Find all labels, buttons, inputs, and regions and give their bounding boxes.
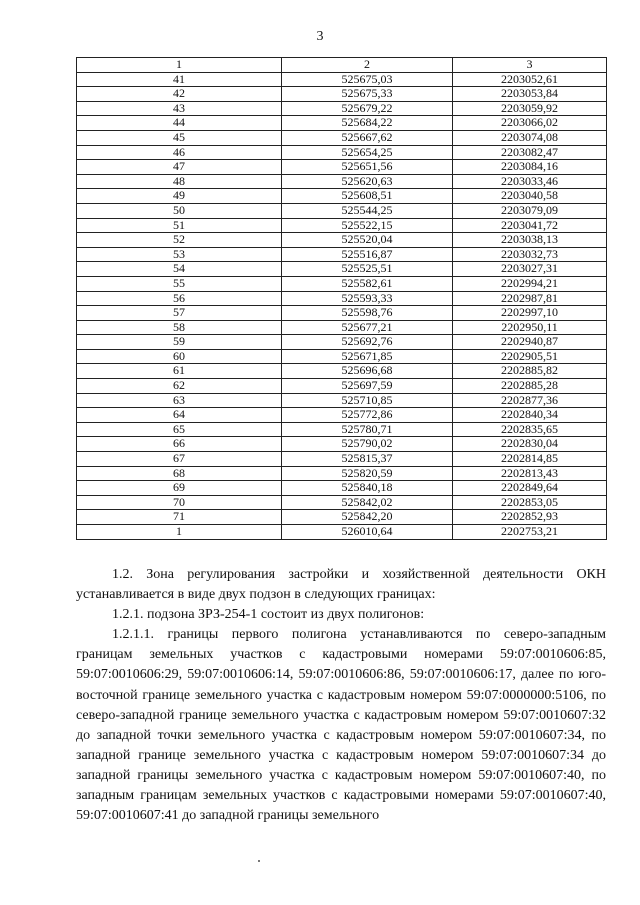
y-coordinate-cell: 2203079,09 xyxy=(453,203,607,218)
point-number-cell: 56 xyxy=(77,291,282,306)
y-coordinate-cell: 2203066,02 xyxy=(453,116,607,131)
point-number-cell: 44 xyxy=(77,116,282,131)
point-number-cell: 49 xyxy=(77,189,282,204)
y-coordinate-cell: 2202885,82 xyxy=(453,364,607,379)
y-coordinate-cell: 2203053,84 xyxy=(453,87,607,102)
x-coordinate-cell: 525790,02 xyxy=(282,437,453,452)
table-body xyxy=(77,72,607,539)
column-header-point: 1 xyxy=(77,58,282,73)
point-number-cell: 62 xyxy=(77,379,282,394)
table-header-row xyxy=(77,58,607,73)
y-coordinate-cell: 2203052,61 xyxy=(453,72,607,87)
point-number-cell: 70 xyxy=(77,495,282,510)
table-row xyxy=(77,72,607,87)
point-number-cell: 50 xyxy=(77,203,282,218)
paragraph-polygon-boundaries: 1.2.1.1. границы первого полигона устанавливаются по северо-западным границам земельных участков с кадастровыми номерами 59:07:0010606:85, 59:07:0010606:29, 59:07:0010606:14, 59:07:0010606:86, 59:07:0010606:17, далее по юго-восточной границе земельного участка с кадастровым номером 59:07:0000000:5106, по северо-западной границе земельного участка с кадастровым номером 59:07:0010607:32 до западной точки земельного участка с кадастровым номером 59:07:0010607:34, по западной границе земельного участка с кадастровым номером 59:07:0010607:34 до западной границы земельного участка с кадастровым номером 59:07:0010607:40, по западным границам земельных участков с кадастровыми номерами 59:07:0010607:40, 59:07:0010607:41 до западной границы земельного xyxy=(76,627,606,824)
point-number-cell: 67 xyxy=(77,452,282,467)
table-row xyxy=(77,101,607,116)
x-coordinate-cell: 525675,03 xyxy=(282,72,453,87)
x-coordinate-cell: 525820,59 xyxy=(282,466,453,481)
x-coordinate-cell: 525667,62 xyxy=(282,130,453,145)
y-coordinate-cell: 2202885,28 xyxy=(453,379,607,394)
x-coordinate-cell: 525525,51 xyxy=(282,262,453,277)
scan-dot xyxy=(258,860,260,862)
point-number-cell: 43 xyxy=(77,101,282,116)
x-coordinate-cell: 525692,76 xyxy=(282,335,453,350)
column-header-x: 2 xyxy=(282,58,453,73)
y-coordinate-cell: 2203038,13 xyxy=(453,233,607,248)
table-row xyxy=(77,87,607,102)
table-row xyxy=(77,218,607,233)
table-row xyxy=(77,233,607,248)
point-number-cell: 66 xyxy=(77,437,282,452)
y-coordinate-cell: 2202994,21 xyxy=(453,276,607,291)
x-coordinate-cell: 525772,86 xyxy=(282,408,453,423)
coordinates-table xyxy=(76,57,607,540)
x-coordinate-cell: 525842,20 xyxy=(282,510,453,525)
point-number-cell: 47 xyxy=(77,160,282,175)
y-coordinate-cell: 2202940,87 xyxy=(453,335,607,350)
y-coordinate-cell: 2202987,81 xyxy=(453,291,607,306)
y-coordinate-cell: 2203041,72 xyxy=(453,218,607,233)
table-row xyxy=(77,525,607,540)
table-row xyxy=(77,262,607,277)
table-row xyxy=(77,291,607,306)
y-coordinate-cell: 2202950,11 xyxy=(453,320,607,335)
table-row xyxy=(77,130,607,145)
point-number-cell: 59 xyxy=(77,335,282,350)
y-coordinate-cell: 2202852,93 xyxy=(453,510,607,525)
y-coordinate-cell: 2202905,51 xyxy=(453,349,607,364)
table-row xyxy=(77,276,607,291)
x-coordinate-cell: 525675,33 xyxy=(282,87,453,102)
point-number-cell: 64 xyxy=(77,408,282,423)
x-coordinate-cell: 525696,68 xyxy=(282,364,453,379)
table-row xyxy=(77,466,607,481)
column-header-y: 3 xyxy=(453,58,607,73)
point-number-cell: 41 xyxy=(77,72,282,87)
point-number-cell: 46 xyxy=(77,145,282,160)
point-number-cell: 63 xyxy=(77,393,282,408)
y-coordinate-cell: 2202814,85 xyxy=(453,452,607,467)
x-coordinate-cell: 525598,76 xyxy=(282,306,453,321)
y-coordinate-cell: 2203033,46 xyxy=(453,174,607,189)
table-row xyxy=(77,160,607,175)
table-row xyxy=(77,189,607,204)
table-row xyxy=(77,247,607,262)
table-row xyxy=(77,364,607,379)
y-coordinate-cell: 2202753,21 xyxy=(453,525,607,540)
x-coordinate-cell: 525780,71 xyxy=(282,422,453,437)
x-coordinate-cell: 525520,04 xyxy=(282,233,453,248)
point-number-cell: 54 xyxy=(77,262,282,277)
table-row xyxy=(77,335,607,350)
table-row xyxy=(77,203,607,218)
table-row xyxy=(77,422,607,437)
table-row xyxy=(77,437,607,452)
x-coordinate-cell: 525582,61 xyxy=(282,276,453,291)
x-coordinate-cell: 525679,22 xyxy=(282,101,453,116)
paragraph-zone-description: 1.2. Зона регулирования застройки и хозяйственной деятельности ОКН устанавливается в виде двух подзон в следующих границах: xyxy=(76,567,606,603)
point-number-cell: 68 xyxy=(77,466,282,481)
table-row xyxy=(77,495,607,510)
x-coordinate-cell: 525684,22 xyxy=(282,116,453,131)
y-coordinate-cell: 2202877,36 xyxy=(453,393,607,408)
point-number-cell: 55 xyxy=(77,276,282,291)
y-coordinate-cell: 2203032,73 xyxy=(453,247,607,262)
point-number-cell: 48 xyxy=(77,174,282,189)
table-row xyxy=(77,510,607,525)
table-row xyxy=(77,116,607,131)
table-row xyxy=(77,408,607,423)
x-coordinate-cell: 525671,85 xyxy=(282,349,453,364)
y-coordinate-cell: 2202840,34 xyxy=(453,408,607,423)
y-coordinate-cell: 2202997,10 xyxy=(453,306,607,321)
point-number-cell: 1 xyxy=(77,525,282,540)
point-number-cell: 45 xyxy=(77,130,282,145)
table-row xyxy=(77,452,607,467)
x-coordinate-cell: 525620,63 xyxy=(282,174,453,189)
table-row xyxy=(77,306,607,321)
x-coordinate-cell: 525710,85 xyxy=(282,393,453,408)
y-coordinate-cell: 2202830,04 xyxy=(453,437,607,452)
x-coordinate-cell: 525677,21 xyxy=(282,320,453,335)
page-number: 3 xyxy=(316,29,324,44)
y-coordinate-cell: 2202813,43 xyxy=(453,466,607,481)
point-number-cell: 71 xyxy=(77,510,282,525)
x-coordinate-cell: 525544,25 xyxy=(282,203,453,218)
x-coordinate-cell: 525842,02 xyxy=(282,495,453,510)
point-number-cell: 58 xyxy=(77,320,282,335)
x-coordinate-cell: 525608,51 xyxy=(282,189,453,204)
point-number-cell: 57 xyxy=(77,306,282,321)
table-row xyxy=(77,320,607,335)
point-number-cell: 61 xyxy=(77,364,282,379)
y-coordinate-cell: 2202849,64 xyxy=(453,481,607,496)
point-number-cell: 65 xyxy=(77,422,282,437)
y-coordinate-cell: 2202835,65 xyxy=(453,422,607,437)
table-row xyxy=(77,145,607,160)
x-coordinate-cell: 526010,64 xyxy=(282,525,453,540)
x-coordinate-cell: 525697,59 xyxy=(282,379,453,394)
y-coordinate-cell: 2203027,31 xyxy=(453,262,607,277)
y-coordinate-cell: 2203040,58 xyxy=(453,189,607,204)
x-coordinate-cell: 525516,87 xyxy=(282,247,453,262)
table-row xyxy=(77,174,607,189)
x-coordinate-cell: 525815,37 xyxy=(282,452,453,467)
point-number-cell: 69 xyxy=(77,481,282,496)
point-number-cell: 53 xyxy=(77,247,282,262)
x-coordinate-cell: 525654,25 xyxy=(282,145,453,160)
point-number-cell: 52 xyxy=(77,233,282,248)
table-row xyxy=(77,393,607,408)
point-number-cell: 60 xyxy=(77,349,282,364)
x-coordinate-cell: 525593,33 xyxy=(282,291,453,306)
y-coordinate-cell: 2203084,16 xyxy=(453,160,607,175)
x-coordinate-cell: 525522,15 xyxy=(282,218,453,233)
point-number-cell: 51 xyxy=(77,218,282,233)
table-row xyxy=(77,349,607,364)
y-coordinate-cell: 2203059,92 xyxy=(453,101,607,116)
x-coordinate-cell: 525651,56 xyxy=(282,160,453,175)
point-number-cell: 42 xyxy=(77,87,282,102)
body-text xyxy=(76,565,606,826)
y-coordinate-cell: 2203074,08 xyxy=(453,130,607,145)
y-coordinate-cell: 2203082,47 xyxy=(453,145,607,160)
paragraph-subzone-title: 1.2.1. подзона ЗРЗ-254-1 состоит из двух полигонов: xyxy=(112,607,425,623)
table-row xyxy=(77,481,607,496)
y-coordinate-cell: 2202853,05 xyxy=(453,495,607,510)
x-coordinate-cell: 525840,18 xyxy=(282,481,453,496)
table-row xyxy=(77,379,607,394)
